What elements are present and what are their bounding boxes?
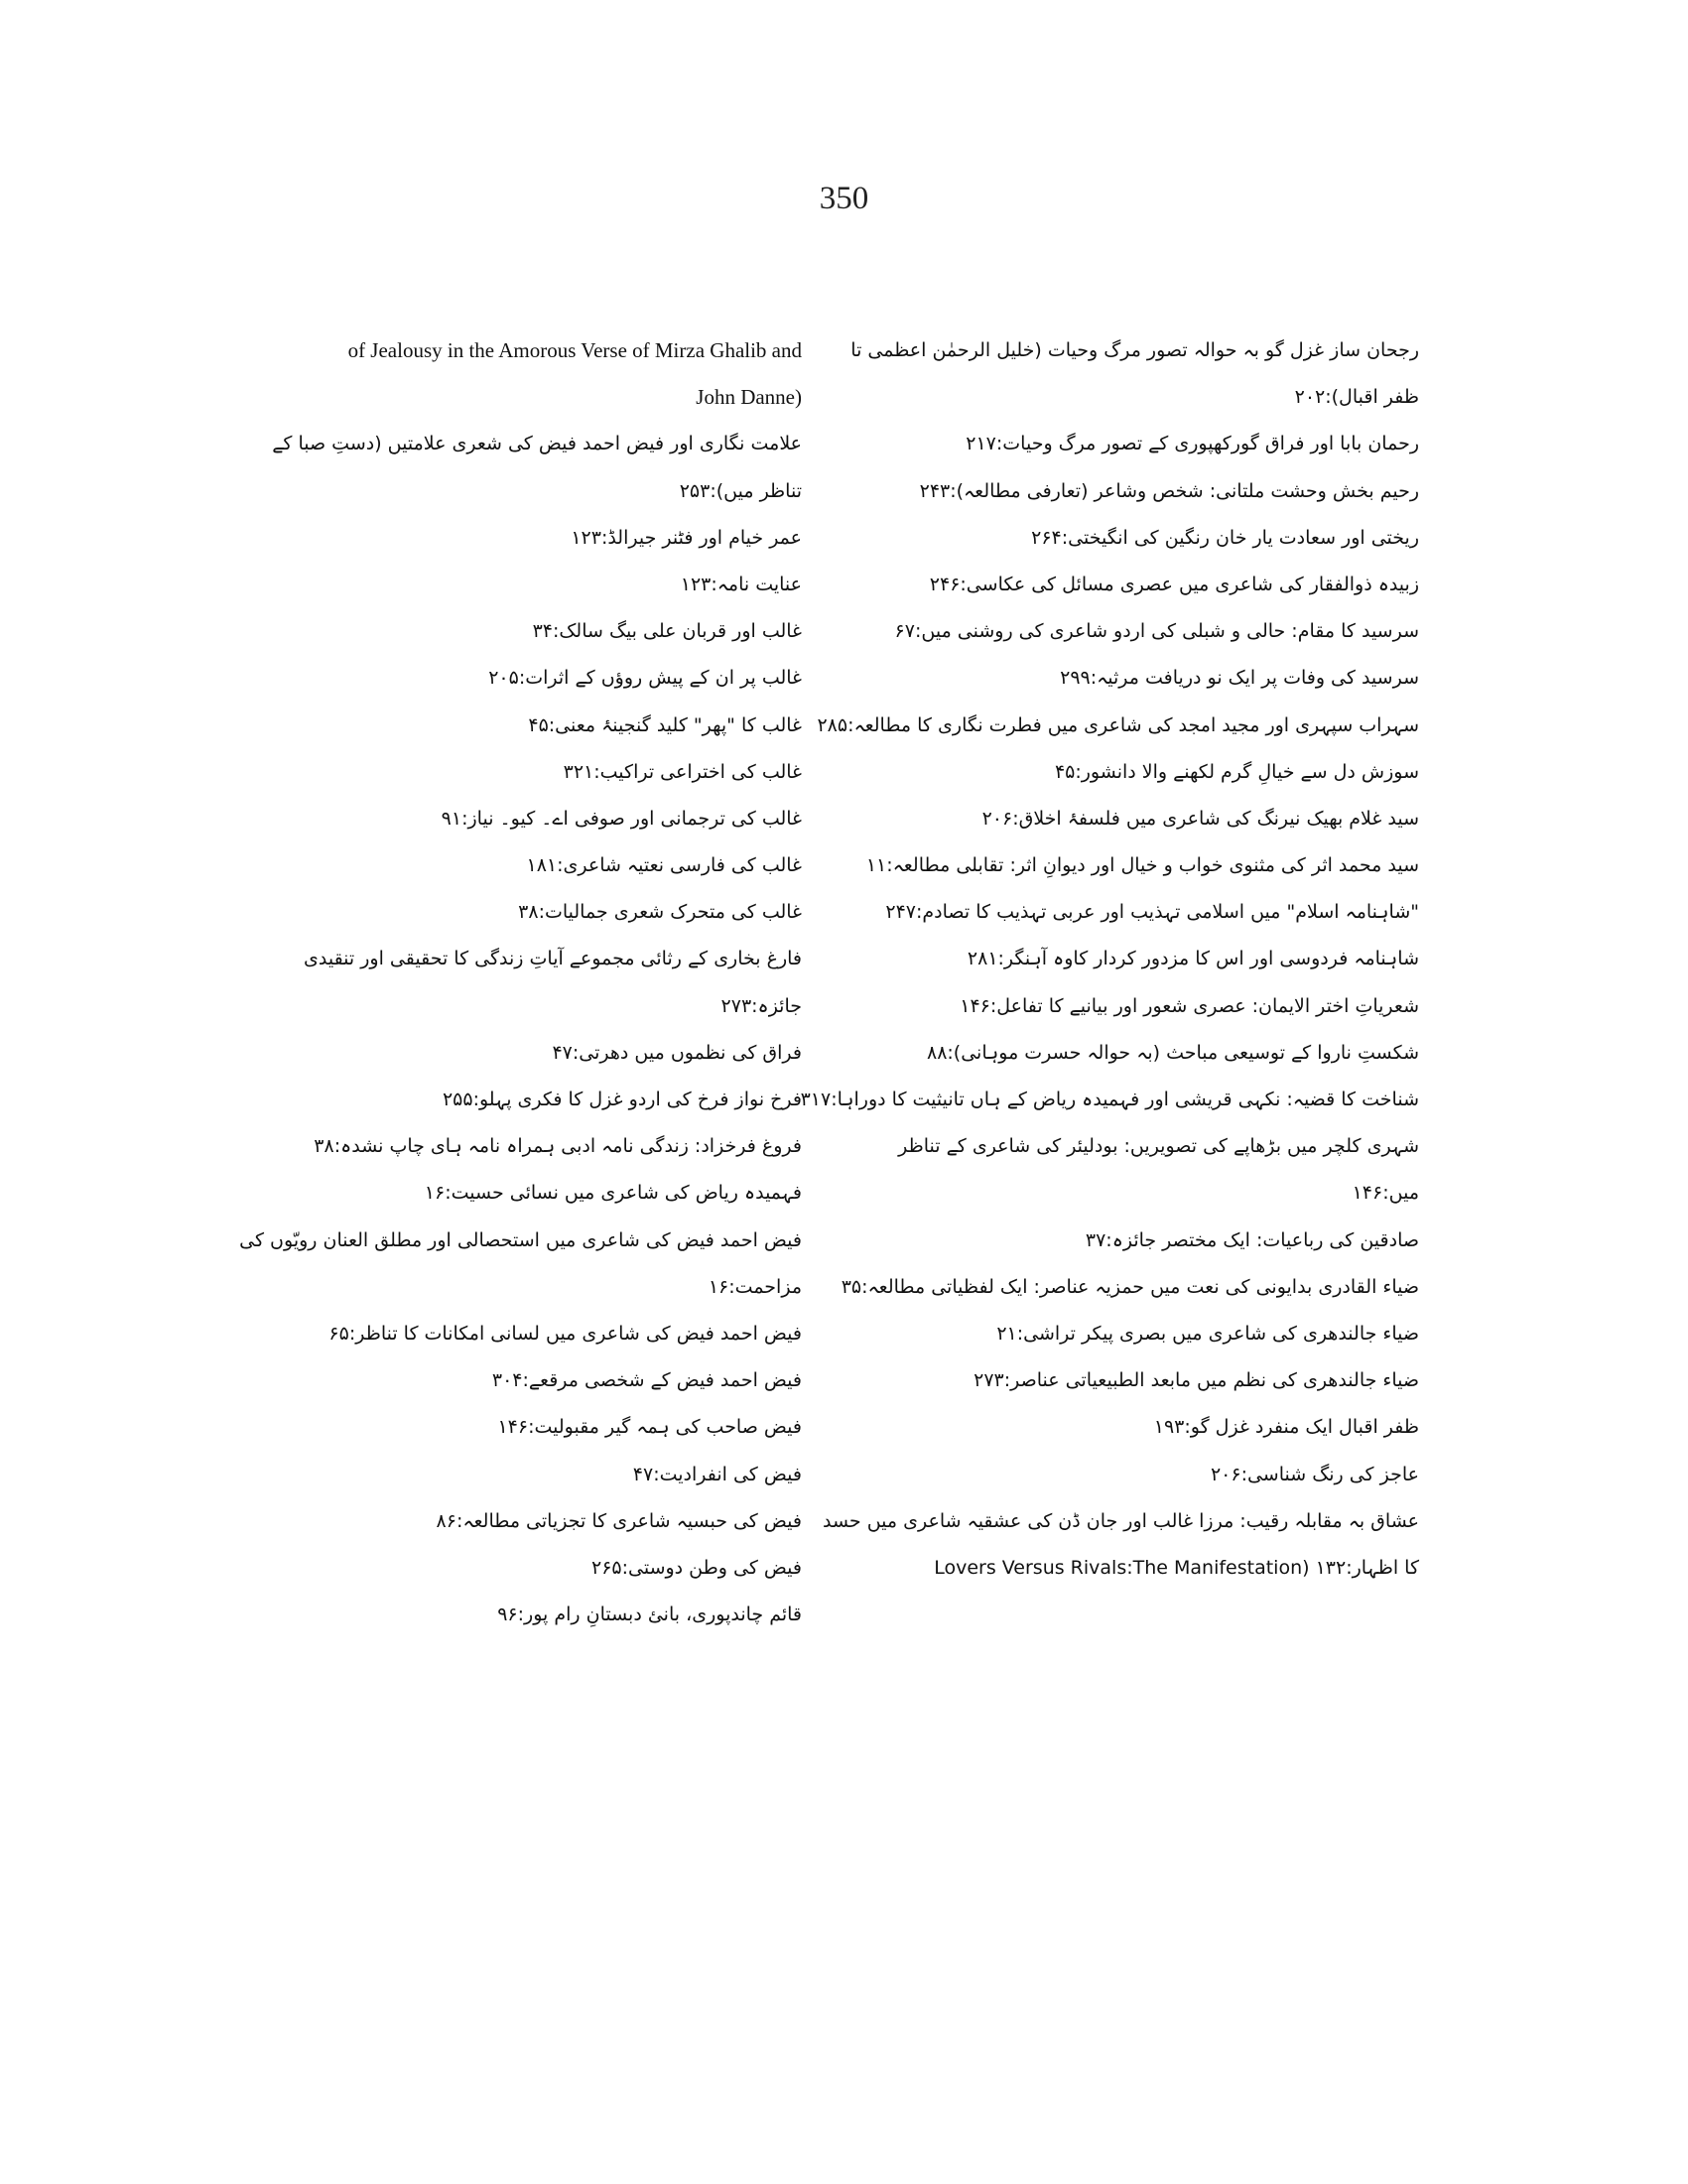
index-entry-line: فیض احمد فیض کے شخصی مرقعے:۳۰۴ <box>491 1369 802 1392</box>
index-entry-line: علامت نگاری اور فیض احمد فیض کی شعری علامتیں (دستِ صبا کے <box>272 433 802 455</box>
index-entry-line: صادقین کی رباعیات: ایک مختصر جائزہ:۳۷ <box>1085 1228 1419 1251</box>
index-entry-line: شعریاتِ اختر الایمان: عصری شعور اور بیانیے کا تفاعل:۱۴۶ <box>960 994 1419 1017</box>
index-entry-line: شہری کلچر میں بڑھاپے کی تصویریں: بودلیئر کی شاعری کے تناظر <box>898 1135 1419 1158</box>
index-entry-line: سید محمد اثر کی مثنوی خواب و خیال اور دیوانِ اثر: تقابلی مطالعہ:۱۱ <box>865 854 1419 877</box>
index-entry-line: "شاہنامہ اسلام" میں اسلامی تہذیب اور عربی تہذیب کا تصادم:۲۴۷ <box>885 901 1419 924</box>
index-entry-line: فیض کی انفرادیت:۴۷ <box>632 1463 802 1485</box>
index-entry-line: سرسید کی وفات پر ایک نو دریافت مرثیہ:۲۹۹ <box>1060 667 1419 690</box>
index-entry-line: شاہنامہ فردوسی اور اس کا مزدور کردار کاوہ آہنگر:۲۸۱ <box>967 948 1419 970</box>
index-entry-line: ظفر اقبال ایک منفرد غزل گو:۱۹۳ <box>1153 1416 1419 1439</box>
index-entry-line: فہمیدہ ریاض کی شاعری میں نسائی حسیت:۱۶ <box>424 1182 802 1205</box>
index-entry-line: سید غلام بھیک نیرنگ کی شاعری میں فلسفۂ اخلاق:۲۰۶ <box>981 807 1419 830</box>
index-entry-line: ضیاء جالندھری کی شاعری میں بصری پیکر تراشی:۲۱ <box>996 1322 1419 1345</box>
index-entry-line: غالب کا "پھر" کلید گنجینۂ معنی:۴۵ <box>528 713 802 736</box>
index-entry-line: عنایت نامہ:۱۲۳ <box>680 573 802 595</box>
index-column-right <box>800 327 1419 1592</box>
index-entry-line: غالب اور قربان علی بیگ سالک:۳۴ <box>532 620 802 643</box>
index-entry-line: میں:۱۴۶ <box>1352 1182 1419 1205</box>
index-entry-line: رحمان بابا اور فراق گورکھپوری کے تصور مرگ وحیات:۲۱۷ <box>966 433 1419 455</box>
index-entry-line: فارغ بخاری کے رثائی مجموعے آیاتِ زندگی کا تحقیقی اور تنقیدی <box>303 948 802 970</box>
index-entry-line: فرخ نواز فرخ کی اردو غزل کا فکری پہلو:۲۵۵ <box>442 1089 802 1110</box>
index-entry-line: ظفر اقبال):۲۰۲ <box>1294 386 1419 409</box>
page-number: 350 <box>819 181 869 216</box>
index-entry-line: فیض کی وطن دوستی:۲۶۵ <box>590 1556 802 1579</box>
index-entry-line: قائم چاندپوری، بانئ دبستانِ رام پور:۹۶ <box>497 1604 802 1626</box>
index-entry-line: ضیاء القادری بدایونی کی نعت میں حمزیہ عناصر: ایک لفظیاتی مطالعہ:۳۵ <box>841 1275 1419 1298</box>
index-entry-line: رحیم بخش وحشت ملتانی: شخص وشاعر (تعارفی مطالعہ):۲۴۳ <box>919 479 1419 502</box>
index-entry-line: فیض احمد فیض کی شاعری میں لسانی امکانات کا تناظر:۶۵ <box>328 1322 802 1345</box>
index-entry-line: جائزہ:۲۷۳ <box>720 994 802 1017</box>
index-entry-line: سہراب سپہری اور مجید امجد کی شاعری میں فطرت نگاری کا مطالعہ:۲۸۵ <box>817 713 1419 736</box>
index-entry-line: فیض کی حبسیہ شاعری کا تجزیاتی مطالعہ:۸۶ <box>436 1509 802 1532</box>
index-entry-line: عمر خیام اور فٹنر جیرالڈ:۱۲۳ <box>571 526 802 549</box>
index-entry-line: غالب کی اختراعی تراکیب:۳۲۱ <box>563 760 802 783</box>
index-entry-line: عشاق بہ مقابلہ رقیب: مرزا غالب اور جان ڈن کی عشقیہ شاعری میں حسد <box>823 1509 1419 1532</box>
index-entry-line: سوزش دل سے خیالِ گرم لکھنے والا دانشور:۴۵ <box>1054 760 1419 783</box>
index-entry-line: رجحان ساز غزل گو بہ حوالہ تصور مرگ وحیات (خلیل الرحمٰن اعظمی تا <box>850 339 1419 361</box>
index-entry-line: شکستِ ناروا کے توسیعی مباحث (بہ حوالہ حسرت موہانی):۸۸ <box>926 1041 1419 1064</box>
index-entry-line: غالب کی فارسی نعتیہ شاعری:۱۸۱ <box>526 854 802 877</box>
index-entry-line: غالب پر ان کے پیش روؤں کے اثرات:۲۰۵ <box>488 667 802 690</box>
index-entry-line: شناخت کا قضیہ: نکہی قریشی اور فہمیدہ ریاض کے ہاں تانیثیت کا دوراہا:۳۱۷ <box>800 1089 1419 1110</box>
index-entry-line: of Jealousy in the Amorous Verse of Mirza Ghalib and <box>347 338 802 362</box>
index-entry-line: فراق کی نظموں میں دھرتی:۴۷ <box>552 1041 802 1064</box>
index-entry-line: (John Danne <box>696 385 802 410</box>
index-entry-line: کا اظہار:۱۳۲ (Lovers Versus Rivals:The Manifestation <box>934 1556 1419 1579</box>
index-entry-line: فروغ فرخزاد: زندگی نامہ ادبی ہمراہ نامہ ہای چاپ نشدہ:۳۸ <box>314 1135 802 1158</box>
index-entry-line: عاجز کی رنگ شناسی:۲۰۶ <box>1210 1463 1419 1485</box>
index-entry-line: فیض صاحب کی ہمہ گیر مقبولیت:۱۴۶ <box>497 1416 802 1439</box>
index-entry-line: ضیاء جالندھری کی نظم میں مابعد الطبیعیاتی عناصر:۲۷۳ <box>974 1369 1419 1392</box>
index-entry-line: غالب کی ترجمانی اور صوفی اے۔ کیو۔ نیاز:۹۱ <box>441 807 802 830</box>
index-entry-line: غالب کی متحرک شعری جمالیات:۳۸ <box>518 901 802 924</box>
index-entry-line: زبیدہ ذوالفقار کی شاعری میں عصری مسائل کی عکاسی:۲۴۶ <box>929 573 1419 595</box>
index-entry-line: فیض احمد فیض کی شاعری میں استحصالی اور مطلق العنان رویّوں کی <box>239 1228 802 1251</box>
index-entry-line: سرسید کا مقام: حالی و شبلی کی اردو شاعری کی روشنی میں:۶۷ <box>894 620 1419 643</box>
index-entry-line: مزاحمت:۱۶ <box>708 1275 802 1298</box>
index-entry-line: ریختی اور سعادت یار خان رنگین کی انگیختی:۲۶۴ <box>1031 526 1419 549</box>
index-column-left <box>239 327 802 1638</box>
index-entry-line: تناظر میں):۲۵۳ <box>679 479 802 502</box>
